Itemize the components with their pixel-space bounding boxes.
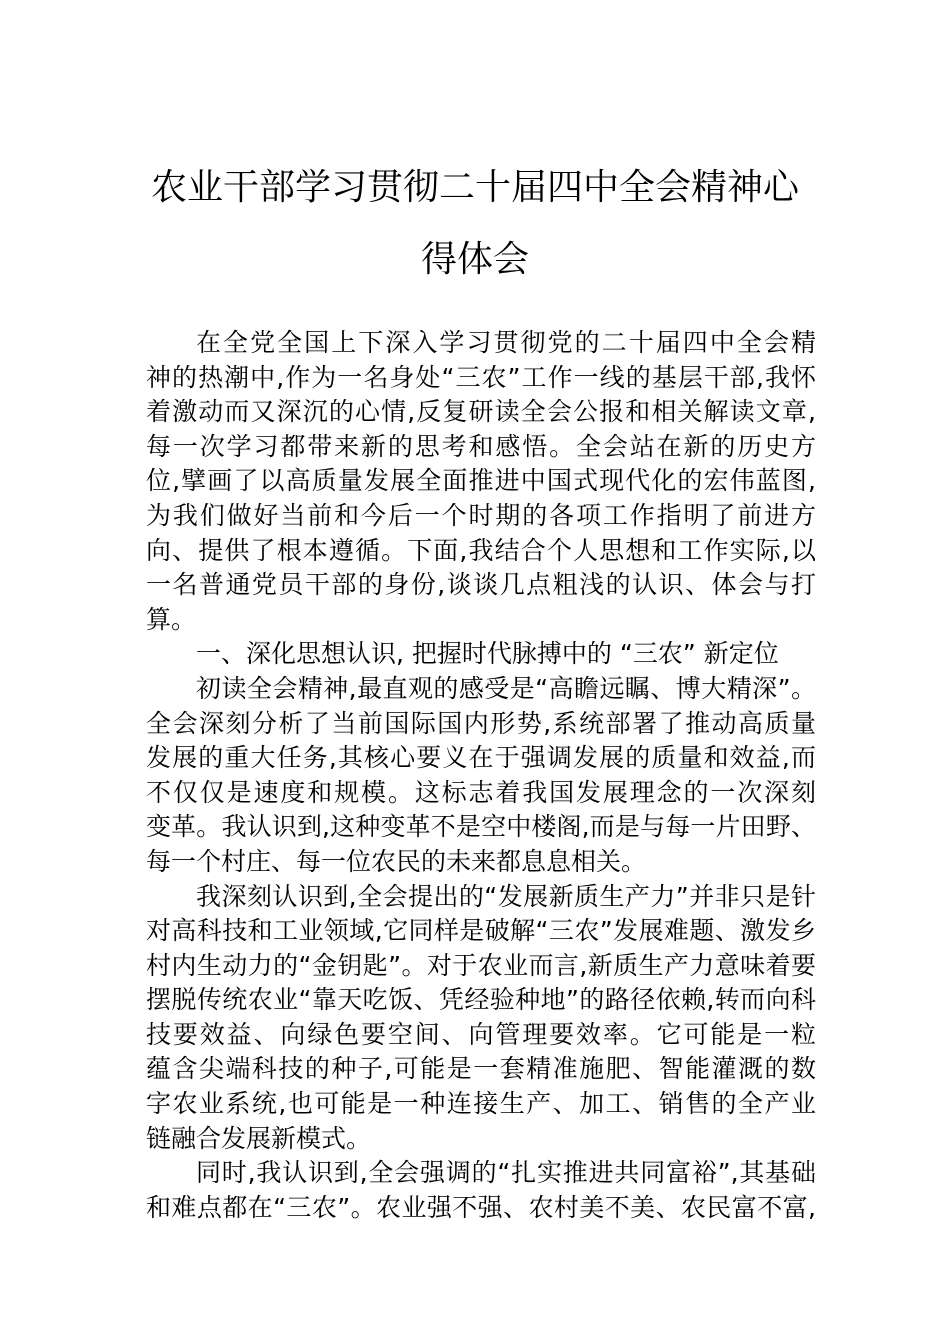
paragraph <box>146 326 816 637</box>
paragraph-line: 链融合发展新模式。 <box>146 1123 372 1153</box>
paragraph-line: 全会深刻分析了当前国际国内形势,系统部署了推动高质量 <box>146 708 816 738</box>
document-title-line-2: 得体会 <box>420 239 529 280</box>
paragraph-line: 技要效益、向绿色要空间、向管理要效率。它可能是一粒 <box>146 1019 816 1049</box>
paragraph-line: 每一次学习都带来新的思考和感悟。全会站在新的历史方 <box>146 431 816 461</box>
paragraph-line: 初读全会精神,最直观的感受是“高瞻远瞩、博大精深”。 <box>196 673 816 703</box>
paragraph-line: 每一个村庄、每一位农民的未来都息息相关。 <box>146 846 647 876</box>
paragraph-line: 神的热潮中,作为一名身处“三农”工作一线的基层干部,我怀 <box>146 362 816 392</box>
paragraph-line: 向、提供了根本遵循。下面,我结合个人思想和工作实际,以 <box>146 535 816 565</box>
paragraph-line: 字农业系统,也可能是一种连接生产、加工、销售的全产业 <box>146 1089 816 1119</box>
paragraph-line: 发展的重大任务,其核心要义在于强调发展的质量和效益,而 <box>146 743 816 773</box>
paragraph-line: 着激动而又深沉的心情,反复研读全会公报和相关解读文章, <box>146 397 816 427</box>
paragraph-line: 和难点都在“三农”。农业强不强、农村美不美、农民富不富, <box>146 1192 816 1222</box>
paragraph <box>146 880 816 1157</box>
section-heading <box>146 637 816 672</box>
document-body <box>146 326 816 1225</box>
document-title-line-1: 农业干部学习贯彻二十届四中全会精神心 <box>150 167 799 208</box>
paragraph-line: 对高科技和工业领域,它同样是破解“三农”发展难题、激发乡 <box>146 916 816 946</box>
heading-line: 一、深化思想认识, 把握时代脉搏中的 “三农” 新定位 <box>196 639 779 669</box>
paragraph-line: 同时,我认识到,全会强调的“扎实推进共同富裕”,其基础 <box>196 1158 816 1188</box>
paragraph <box>146 672 816 880</box>
paragraph <box>146 1156 816 1225</box>
paragraph-line: 村内生动力的“金钥匙”。对于农业而言,新质生产力意味着要 <box>146 950 816 980</box>
paragraph-line: 算。 <box>146 604 197 634</box>
paragraph-line: 为我们做好当前和今后一个时期的各项工作指明了前进方 <box>146 500 816 530</box>
paragraph-line: 一名普通党员干部的身份,谈谈几点粗浅的认识、体会与打 <box>146 570 816 600</box>
paragraph-line: 我深刻认识到,全会提出的“发展新质生产力”并非只是针 <box>196 881 816 911</box>
paragraph-line: 变革。我认识到,这种变革不是空中楼阁,而是与每一片田野、 <box>146 812 816 842</box>
paragraph-line: 不仅仅是速度和规模。这标志着我国发展理念的一次深刻 <box>146 777 816 807</box>
paragraph-line: 摆脱传统农业“靠天吃饭、凭经验种地”的路径依赖,转而向科 <box>146 985 816 1015</box>
paragraph-line: 蕴含尖端科技的种子,可能是一套精准施肥、智能灌溉的数 <box>146 1054 816 1084</box>
paragraph-line: 位,擘画了以高质量发展全面推进中国式现代化的宏伟蓝图, <box>146 466 816 496</box>
paragraph-line: 在全党全国上下深入学习贯彻党的二十届四中全会精 <box>196 328 816 357</box>
